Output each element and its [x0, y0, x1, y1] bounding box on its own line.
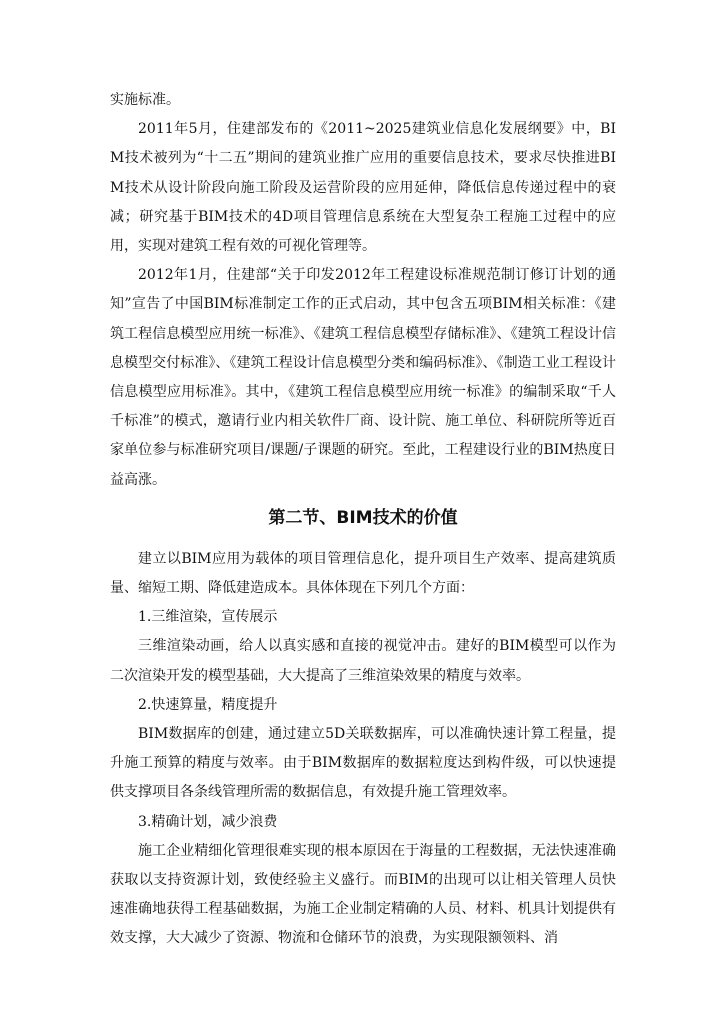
item-body-quantity: BIM数据库的创建，通过建立5D关联数据库，可以准确快速计算工程量，提升施工预算的精度与效率。由于BIM数据库的数据粒度达到构件级，可以快速提供支撑项目各条线管理所需的数据信息，有效提升施工管理效率。	[110, 726, 616, 801]
section-intro: 建立以BIM应用为载体的项目管理信息化，提升项目生产效率、提高建筑质量、缩短工期、降低建造成本。具体体现在下列几个方面：	[110, 550, 616, 597]
item-title-rendering: 1.三维渲染，宣传展示	[138, 609, 278, 626]
item-title-quantity: 2.快速算量，精度提升	[138, 696, 278, 713]
paragraph-2011-outline: 2011年5月，住建部发布的《2011~2025建筑业信息化发展纲要》中，BIM技术被列为“十二五”期间的建筑业推广应用的重要信息技术，要求尽快推进BIM技术从设计阶段向施工阶段及运营阶段的应用延伸，降低信息传递过程中的衰减；研究基于BIM技术的4D项目管理信息系统在大型复杂工程施工过程中的应用，实现对建筑工程有效的可视化管理等。	[110, 121, 616, 255]
page-content	[110, 86, 616, 954]
section-title: 第二节、BIM技术的价值	[268, 507, 458, 528]
item-body-planning: 施工企业精细化管理很难实现的根本原因在于海量的工程数据，无法快速准确获取以支持资源计划，致使经验主义盛行。而BIM的出现可以让相关管理人员快速准确地获得工程基础数据，为施工企业制定精确的人员、材料、机具计划提供有效支撑，大大减少了资源、物流和仓储环节的浪费，为实现限额领料、消	[110, 842, 616, 947]
paragraph-2012-standards: 2012年1月，住建部“关于印发2012年工程建设标准规范制订修订计划的通知”宣告了中国BIM标准制定工作的正式启动，其中包含五项BIM相关标准：《建筑工程信息模型应用统一标准》、《建筑工程信息模型存储标准》、《建筑工程设计信息模型交付标准》、《建筑工程设计信息模型分类和编码标准》、《制造工业工程设计信息模型应用标准》。其中，《建筑工程信息模型应用统一标准》的编制采取“千人千标准”的模式，邀请行业内相关软件厂商、设计院、施工单位、科研院所等近百家单位参与标准研究项目/课题/子课题的研究。至此，工程建设行业的BIM热度日益高涨。	[110, 267, 616, 488]
paragraph-continuation: 实施标准。	[110, 92, 180, 108]
item-body-rendering: 三维渲染动画，给人以真实感和直接的视觉冲击。建好的BIM模型可以作为二次渲染开发的模型基础，大大提高了三维渲染效果的精度与效率。	[110, 638, 616, 684]
item-title-planning: 3.精确计划，减少浪费	[138, 813, 278, 830]
